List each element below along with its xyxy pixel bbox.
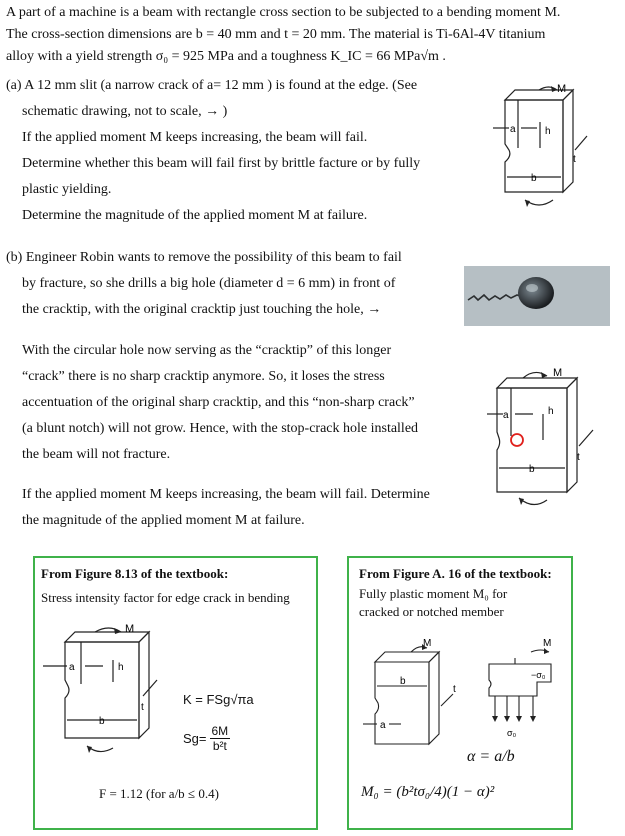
box-subtitle: Stress intensity factor for edge crack in bending [41,590,290,605]
sg-denominator: b²t [212,739,227,753]
width-label: b [531,173,537,184]
stop-hole-circle [511,434,523,446]
intro-line: The cross-section dimensions are b = 40 mm and t = 20 mm. The material is Ti-6Al-4V titanium [6,27,546,42]
width-label: b [99,716,105,727]
moment-label: M [557,83,567,95]
sg-numerator: 6M [211,724,229,738]
crack-length-label: a [69,662,75,673]
part-b-line: (a blunt notch) will not grow. Hence, with the stop-crack hole installed [22,421,419,436]
part-a-line: Determine whether this beam will fail first by brittle facture or by fully [22,156,421,171]
sg-label: Sg= [183,731,207,746]
part-b-line: If the applied moment M keeps increasing, the beam will fail. Determine [22,487,430,502]
part-a-line: plastic yielding. [22,182,112,197]
box-subtitle: Fully plastic moment M₀ for [359,586,508,601]
thickness-label: t [141,702,144,713]
part-b-line: the cracktip, with the original cracktip just touching the hole, → [22,302,382,317]
sigma-top-label: −σ₀ [531,670,546,680]
height-label: h [545,126,551,137]
edge-crack-diagram [39,620,179,760]
part-a-line: schematic drawing, not to scale, → ) [22,104,228,119]
thickness-label: t [577,452,580,463]
part-b-line: the beam will not fracture. [22,447,171,462]
f-equation: F = 1.12 (for a/b ≤ 0.4) [99,786,219,801]
crack-length-label: a [503,410,509,421]
plastic-moment-diagram [355,630,565,760]
thickness-label: t [573,154,576,165]
beam-crack-diagram [485,82,610,214]
sg-equation [183,724,230,753]
stop-hole-photo [464,266,610,326]
sg-fraction [210,724,231,753]
figure-8-13-box [33,556,318,830]
moment-label: M [125,623,135,635]
part-b-line: “crack” there is no sharp cracktip anymore. So, it loses the stress [22,369,385,384]
part-b [6,245,486,323]
intro-line: alloy with a yield strength σ₀ = 925 MPa and a toughness K_IC = 66 MPa√m . [6,49,446,64]
height-label: h [118,662,124,673]
k-equation: K = FSg√πa [183,692,254,707]
height-label: h [548,406,554,417]
intro-paragraph [6,2,618,68]
beam-hole-diagram [485,364,610,514]
sigma-bottom-label: σ₀ [507,728,517,738]
moment-label: M [423,638,432,649]
box-title: From Figure A. 16 of the textbook: [359,566,552,581]
part-a-line: (a) A 12 mm slit (a narrow crack of a= 12 mm ) is found at the edge. (See [6,78,418,93]
part-a [6,73,486,229]
part-b-line: (b) Engineer Robin wants to remove the possibility of this beam to fail [6,250,402,265]
intro-line: A part of a machine is a beam with rectangle cross section to be subjected to a bending moment M. [6,5,561,20]
part-b-question [6,482,486,534]
box-title: From Figure 8.13 of the textbook: [41,566,229,581]
thickness-label: t [453,684,456,695]
moment-label: M [553,367,563,379]
crack-length-label: a [510,124,516,135]
part-b-line: the magnitude of the applied moment M at failure. [22,513,305,528]
part-a-line: If the applied moment M keeps increasing, the beam will fail. [22,130,368,145]
width-label: b [529,464,535,475]
box-subtitle: cracked or notched member [359,604,504,619]
part-b-line: accentuation of the original sharp cracktip, and this “non-sharp crack” [22,395,415,410]
part-b-line: With the circular hole now serving as the “cracktip” of this longer [22,343,392,358]
part-a-line: Determine the magnitude of the applied moment M at failure. [22,208,368,223]
width-label: b [400,676,406,687]
part-b-line: by fracture, so she drills a big hole (diameter d = 6 mm) in front of [22,276,396,291]
figure-a16-box [347,556,573,830]
crack-length-label: a [380,720,386,731]
alpha-equation: α = a/b [467,748,515,765]
moment-label: M [543,638,552,649]
part-b-cont [6,338,486,468]
mo-equation: M₀ = (b²tσ₀/4)(1 − α)² [361,784,495,800]
